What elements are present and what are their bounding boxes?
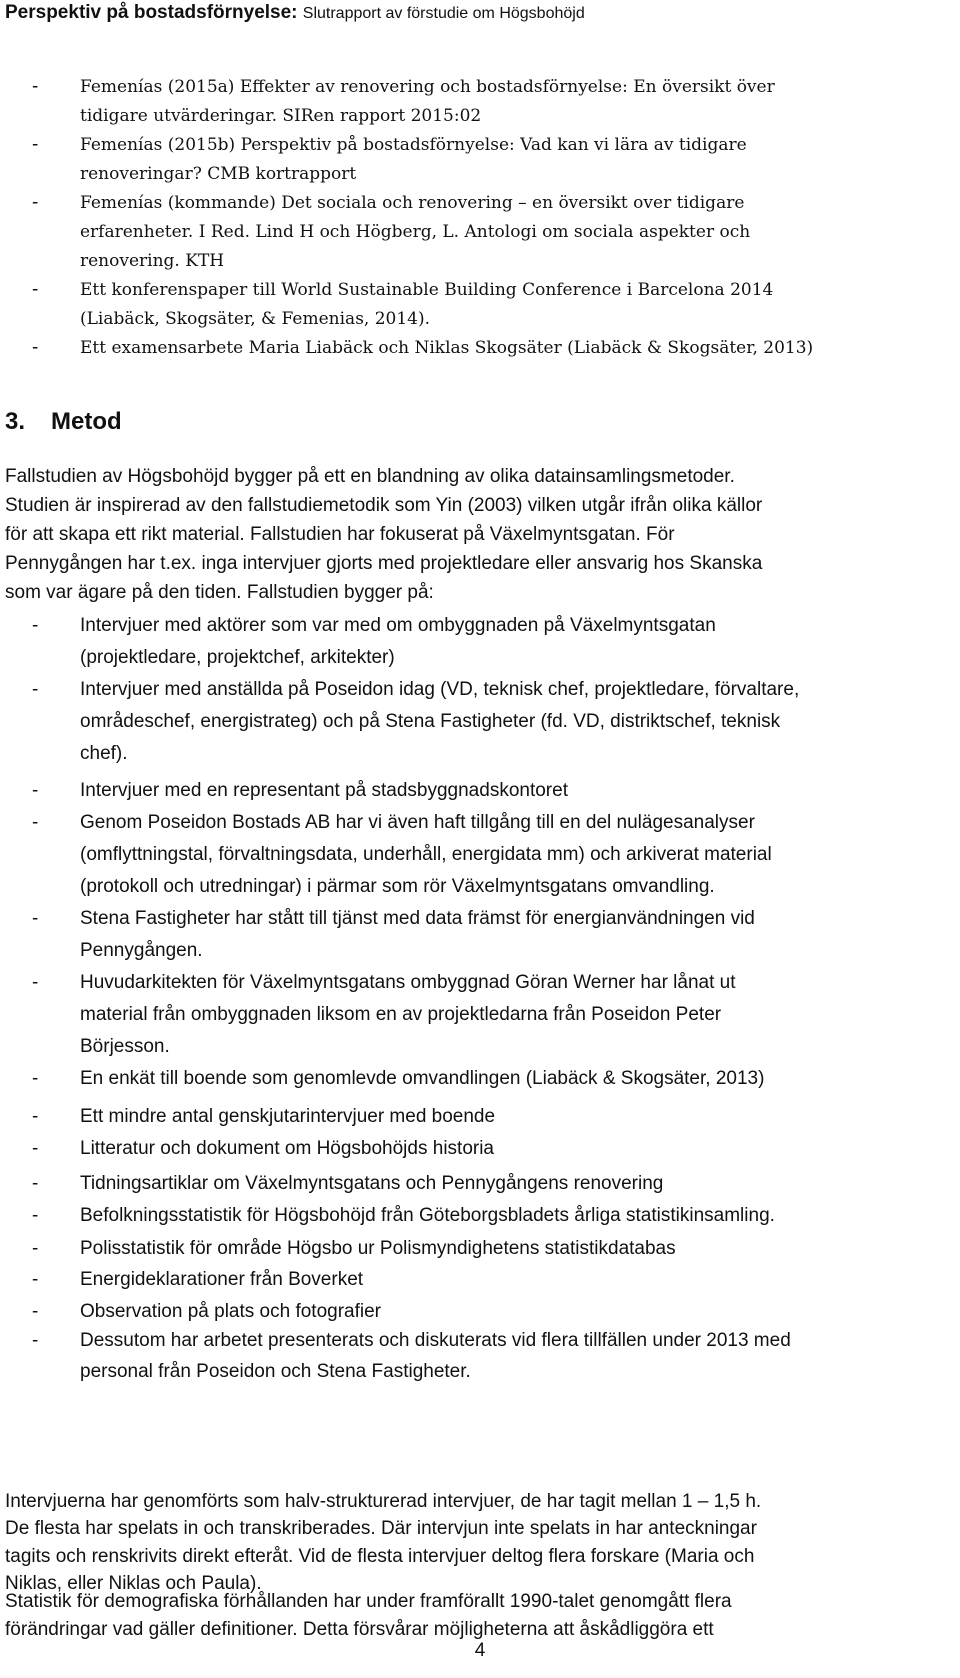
section-heading [5, 406, 122, 438]
bullet-dash: - [32, 1301, 39, 1322]
source-line: Polisstatistik för område Högsbo ur Polismyndighetens statistikdatabas [80, 1238, 676, 1259]
bullet-dash: - [32, 1269, 39, 1290]
source-line: Observation på plats och fotografier [80, 1301, 382, 1322]
source-line: Pennygången. [80, 940, 203, 961]
bullet-dash: - [32, 1138, 39, 1159]
bullet-dash: - [32, 780, 39, 801]
source-line: Intervjuer med en representant på stadsbyggnadskontoret [80, 780, 568, 801]
source-line: Energideklarationer från Boverket [80, 1269, 364, 1290]
text-line: De flesta har spelats in och transkriberades. Där intervjun inte spelats in har anteckningar [5, 1518, 757, 1539]
source-line: Börjesson. [80, 1036, 170, 1057]
source-line: personal från Poseidon och Stena Fastigheter. [80, 1361, 471, 1382]
page-number: 4 [474, 1640, 486, 1661]
source-line: Dessutom har arbetet presenterats och diskuterats vid flera tillfällen under 2013 med [80, 1330, 791, 1351]
section-title: Metod [51, 408, 122, 435]
source-line: Litteratur och dokument om Högsbohöjds historia [80, 1138, 495, 1159]
bullet-dash: - [32, 1106, 39, 1127]
source-line: Huvudarkitekten för Växelmyntsgatans ombyggnad Göran Werner har lånat ut [80, 972, 736, 993]
source-line: (projektledare, projektchef, arkitekter) [80, 647, 395, 668]
reference-line: tidigare utvärderingar. SIRen rapport 2015:02 [80, 106, 482, 126]
bullet-dash: - [32, 1205, 39, 1226]
bullet-dash: - [32, 615, 39, 636]
header-subtitle: Slutrapport av förstudie om Högsbohöjd [302, 5, 585, 22]
bullet-dash: - [32, 908, 39, 929]
reference-line: erfarenheter. I Red. Lind H och Högberg, L. Antologi om sociala aspekter och [80, 222, 751, 242]
bullet-dash: - [32, 192, 39, 213]
section-number: 3. [5, 408, 26, 435]
bullet-dash: - [32, 1068, 39, 1089]
text-line: för att skapa ett rikt material. Fallstudien har fokuserat på Växelmyntsgatan. För [5, 524, 675, 545]
reference-line: Femenías (2015b) Perspektiv på bostadsförnyelse: Vad kan vi lära av tidigare [80, 135, 747, 155]
header-title: Perspektiv på bostadsförnyelse: [5, 2, 298, 23]
text-line: Pennygången har t.ex. inga intervjuer gjorts med projektledare eller ansvarig hos Skanska [5, 553, 763, 574]
reference-line: Femenías (2015a) Effekter av renovering och bostadsförnyelse: En översikt över [80, 77, 775, 97]
bullet-dash: - [32, 337, 39, 358]
source-line: Stena Fastigheter har stått till tjänst med data främst för energianvändningen vid [80, 908, 755, 929]
source-line: En enkät till boende som genomlevde omvandlingen (Liabäck & Skogsäter, 2013) [80, 1068, 765, 1089]
source-line: områdeschef, energistrateg) och på Stena Fastigheter (fd. VD, distriktschef, teknisk [80, 711, 781, 732]
source-line: material från ombyggnaden liksom en av projektledarna från Poseidon Peter [80, 1004, 722, 1025]
bullet-dash: - [32, 279, 39, 300]
text-line: Niklas, eller Niklas och Paula). [5, 1573, 262, 1594]
bullet-dash: - [32, 76, 39, 97]
text-line: Intervjuerna har genomförts som halv-strukturerad intervjuer, de har tagit mellan 1 – 1,5 h. [5, 1491, 762, 1512]
source-line: Intervjuer med anställda på Poseidon idag (VD, teknisk chef, projektledare, förvaltare, [80, 679, 800, 700]
text-line: Studien är inspirerad av den fallstudiemetodik som Yin (2003) vilken utgår ifrån olika källor [5, 495, 763, 516]
text-line: Fallstudien av Högsbohöjd bygger på ett en blandning av olika datainsamlingsmetoder. [5, 466, 735, 487]
reference-line: Ett examensarbete Maria Liabäck och Niklas Skogsäter (Liabäck & Skogsäter, 2013) [80, 338, 814, 358]
source-line: chef). [80, 743, 128, 764]
reference-line: renoveringar? CMB kortrapport [80, 164, 357, 184]
source-line: Ett mindre antal genskjutarintervjuer med boende [80, 1106, 496, 1127]
bullet-dash: - [32, 679, 39, 700]
source-line: Intervjuer med aktörer som var med om ombyggnaden på Växelmyntsgatan [80, 615, 716, 636]
bullet-dash: - [32, 812, 39, 833]
text-line: förändringar vad gäller definitioner. Detta försvårar möjligheterna att åskådliggöra ett [5, 1619, 714, 1640]
reference-line: (Liabäck, Skogsäter, & Femenias, 2014). [80, 309, 431, 329]
running-header [5, 0, 585, 27]
source-line: (protokoll och utredningar) i pärmar som rör Växelmyntsgatans omvandling. [80, 876, 715, 897]
reference-line: Femenías (kommande) Det sociala och renovering – en översikt over tidigare [80, 193, 745, 213]
source-line: Tidningsartiklar om Växelmyntsgatans och Pennygångens renovering [80, 1173, 664, 1194]
text-line: som var ägare på den tiden. Fallstudien bygger på: [5, 582, 434, 603]
source-line: (omflyttningstal, förvaltningsdata, underhåll, energidata mm) och arkiverat material [80, 844, 772, 865]
text-line: tagits och renskrivits direkt efteråt. Vid de flesta intervjuer deltog flera forskare (Maria och [5, 1546, 755, 1567]
bullet-dash: - [32, 1173, 39, 1194]
bullet-dash: - [32, 1330, 39, 1351]
bullet-dash: - [32, 134, 39, 155]
source-line: Genom Poseidon Bostads AB har vi även haft tillgång till en del nulägesanalyser [80, 812, 755, 833]
reference-line: Ett konferenspaper till World Sustainable Building Conference i Barcelona 2014 [80, 280, 774, 300]
reference-line: renovering. KTH [80, 251, 225, 271]
text-line: Statistik för demografiska förhållanden har under framförallt 1990-talet genomgått flera [5, 1591, 732, 1612]
source-line: Befolkningsstatistik för Högsbohöjd från Göteborgsbladets årliga statistikinsamling. [80, 1205, 775, 1226]
bullet-dash: - [32, 972, 39, 993]
bullet-dash: - [32, 1238, 39, 1259]
